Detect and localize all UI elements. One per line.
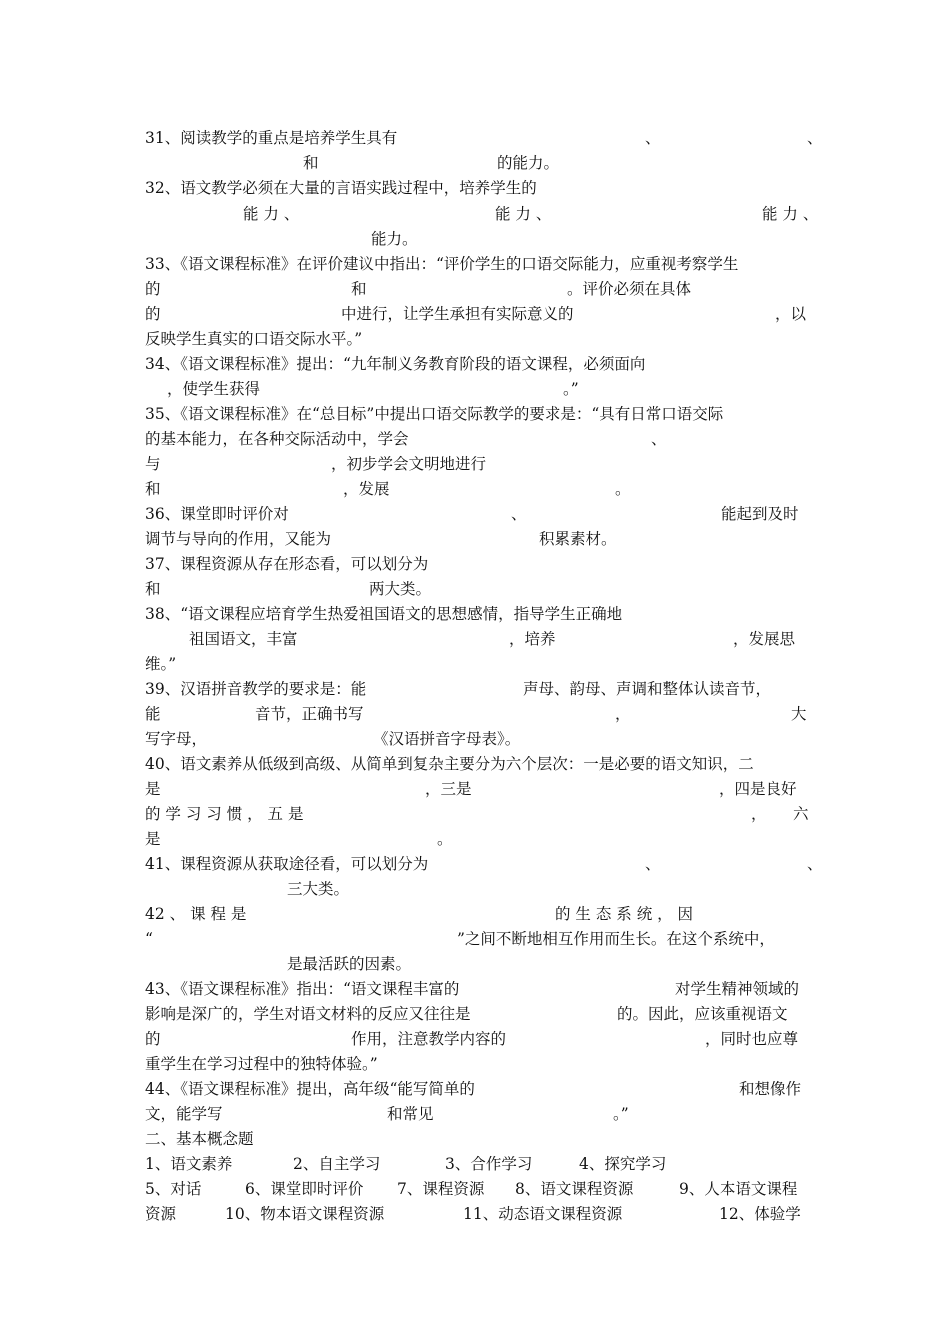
text-segment: 、 xyxy=(511,505,527,523)
text-line xyxy=(145,301,810,327)
text-segment: 的 学 习 习 惯 ， 五 是 xyxy=(145,805,304,823)
text-segment: ，同时也应尊 xyxy=(705,1030,799,1048)
text-segment: 、 xyxy=(645,129,661,147)
text-line xyxy=(145,851,823,877)
text-segment: ，发展思 xyxy=(733,630,796,648)
text-line xyxy=(145,326,810,352)
text-line xyxy=(145,976,810,1002)
text-line xyxy=(145,376,810,402)
text-segment: 资源 xyxy=(145,1205,177,1223)
text-segment: 是 xyxy=(145,830,161,848)
text-line xyxy=(145,1176,810,1202)
text-segment: 7、课程资源 xyxy=(397,1180,485,1198)
text-segment: 是 xyxy=(145,780,161,798)
text-line xyxy=(145,576,810,602)
text-segment: ”之间不断地相互作用而生长。在这个系统中， xyxy=(457,930,775,948)
text-segment: 《汉语拼音字母表》。 xyxy=(373,730,521,748)
text-segment: 中进行，让学生承担有实际意义的 xyxy=(341,305,574,323)
text-segment: ，四是良好 xyxy=(719,780,797,798)
text-segment: 大 xyxy=(791,705,807,723)
text-segment: 44、《语文课程标准》提出，高年级“能写简单的 xyxy=(145,1080,475,1098)
text-line xyxy=(145,726,810,752)
text-segment: 39、汉语拼音教学的要求是：能 xyxy=(145,680,367,698)
text-segment: 43、《语文课程标准》指出：“语文课程丰富的 xyxy=(145,980,460,998)
text-segment: 。 xyxy=(437,830,453,848)
text-segment: 4、探究学习 xyxy=(579,1155,667,1173)
text-line xyxy=(145,601,810,627)
text-line xyxy=(145,351,810,377)
text-segment: ， xyxy=(615,705,631,723)
text-segment: 42 、 课 程 是 xyxy=(145,905,247,923)
text-segment: 、 xyxy=(807,855,823,873)
text-segment: 音节，正确书写 xyxy=(255,705,364,723)
text-segment: 能 力 、 xyxy=(243,205,300,223)
text-segment: 的 xyxy=(145,305,161,323)
text-line xyxy=(145,501,810,527)
text-segment: 和想像作 xyxy=(739,1080,802,1098)
text-segment: 两大类。 xyxy=(369,580,432,598)
text-line xyxy=(145,876,810,902)
text-segment: 34、《语文课程标准》提出：“九年制义务教育阶段的语文课程，必须面向 xyxy=(145,355,646,373)
text-segment: “ xyxy=(145,930,153,948)
text-segment: 影响是深广的，学生对语文材料的反应又往往是 xyxy=(145,1005,471,1023)
text-line xyxy=(145,1151,810,1177)
text-line xyxy=(145,526,810,552)
text-segment: 、 xyxy=(651,430,667,448)
text-line xyxy=(145,1051,810,1077)
text-segment: 10、物本语文课程资源 xyxy=(225,1205,385,1223)
text-segment: ，发展 xyxy=(343,480,390,498)
text-line xyxy=(145,926,810,952)
text-line xyxy=(145,1101,810,1127)
text-line xyxy=(145,901,810,927)
text-segment: 、 xyxy=(807,129,823,147)
text-segment: 是最活跃的因素。 xyxy=(287,955,412,973)
text-segment: 对学生精神领域的 xyxy=(675,980,800,998)
text-line xyxy=(145,401,810,427)
text-line xyxy=(145,626,810,652)
text-segment: 40、语文素养从低级到高级、从简单到复杂主要分为六个层次：一是必要的语文知识，二 xyxy=(145,755,754,773)
text-segment: 文，能学写 xyxy=(145,1105,223,1123)
text-segment: 的 xyxy=(145,280,161,298)
text-line xyxy=(145,201,819,227)
text-segment: 和 xyxy=(351,280,367,298)
text-segment: 。 xyxy=(615,480,631,498)
text-segment: 36、课堂即时评价对 xyxy=(145,505,289,523)
text-segment: 二、基本概念题 xyxy=(145,1130,254,1148)
text-segment: 33、《语文课程标准》在评价建议中指出：“评价学生的口语交际能力，应重视考察学生 xyxy=(145,255,739,273)
text-segment: 三大类。 xyxy=(287,880,350,898)
text-segment: 41、课程资源从获取途径看，可以划分为 xyxy=(145,855,429,873)
text-segment: 的基本能力，在各种交际活动中，学会 xyxy=(145,430,409,448)
text-line xyxy=(145,951,810,977)
text-segment: 35、《语文课程标准》在“总目标”中提出口语交际教学的要求是：“具有日常口语交际 xyxy=(145,405,724,423)
text-segment: ，使学生获得 xyxy=(167,380,261,398)
text-segment: 9、人本语文课程 xyxy=(679,1180,798,1198)
text-line xyxy=(145,426,810,452)
text-segment: 的。因此，应该重视语文 xyxy=(617,1005,788,1023)
text-segment: 声母、韵母、声调和整体认读音节， xyxy=(523,680,772,698)
text-line xyxy=(145,1076,810,1102)
text-line xyxy=(145,651,810,677)
text-segment: 与 xyxy=(145,455,161,473)
text-line xyxy=(145,125,823,151)
text-segment: 的能力。 xyxy=(497,154,560,172)
text-segment: 写字母， xyxy=(145,730,208,748)
text-segment: 11、动态语文课程资源 xyxy=(463,1205,623,1223)
text-line xyxy=(145,175,810,201)
text-segment: 1、语文素养 xyxy=(145,1155,233,1173)
text-segment: 、 xyxy=(645,855,661,873)
text-segment: 积累素材。 xyxy=(539,530,617,548)
text-line xyxy=(145,476,810,502)
text-line xyxy=(145,226,810,252)
text-segment: 重学生在学习过程中的独特体验。” xyxy=(145,1055,378,1073)
text-segment: 和 xyxy=(145,580,161,598)
text-segment: 的 生 态 系 统 ， 因 xyxy=(555,905,694,923)
text-segment: ，培养 xyxy=(509,630,556,648)
text-segment: 能 xyxy=(145,705,161,723)
text-segment: 能 力 、 xyxy=(762,205,819,223)
text-line xyxy=(145,701,810,727)
text-line xyxy=(145,751,810,777)
text-segment: 。” xyxy=(563,380,579,398)
text-segment: 能力。 xyxy=(371,230,418,248)
text-segment: 5、对话 xyxy=(145,1180,202,1198)
text-segment: 和常见 xyxy=(387,1105,434,1123)
text-line xyxy=(145,1001,810,1027)
text-segment: 3、合作学习 xyxy=(445,1155,533,1173)
text-segment: 31、阅读教学的重点是培养学生具有 xyxy=(145,129,398,147)
text-segment: 祖国语文，丰富 xyxy=(189,630,298,648)
text-segment: 8、语文课程资源 xyxy=(515,1180,634,1198)
text-segment: 调节与导向的作用，又能为 xyxy=(145,530,332,548)
text-segment: 37、课程资源从存在形态看，可以划分为 xyxy=(145,555,429,573)
text-segment: 反映学生真实的口语交际水平。” xyxy=(145,330,363,348)
text-segment: 和 xyxy=(145,480,161,498)
text-segment: 2、自主学习 xyxy=(293,1155,381,1173)
text-segment: ， xyxy=(751,805,767,823)
text-line xyxy=(145,150,810,176)
text-segment: 6、课堂即时评价 xyxy=(245,1180,364,1198)
text-line xyxy=(145,801,810,827)
text-line xyxy=(145,826,810,852)
text-line xyxy=(145,251,810,277)
text-segment: 能 力 、 xyxy=(495,205,552,223)
text-segment: 维。” xyxy=(145,655,177,673)
text-segment: ，初步学会文明地进行 xyxy=(331,455,487,473)
text-segment: 的 xyxy=(145,1030,161,1048)
text-line xyxy=(145,676,810,702)
text-line xyxy=(145,776,810,802)
text-line xyxy=(145,451,810,477)
text-line xyxy=(145,276,810,302)
text-segment: 作用，注意教学内容的 xyxy=(351,1030,507,1048)
text-line xyxy=(145,1026,810,1052)
text-segment: ，以 xyxy=(775,305,807,323)
text-segment: 。评价必须在具体 xyxy=(567,280,692,298)
text-segment: 。” xyxy=(613,1105,629,1123)
text-segment: 38、“语文课程应培育学生热爱祖国语文的思想感情，指导学生正确地 xyxy=(145,605,623,623)
text-line xyxy=(145,1201,810,1227)
text-segment: 能起到及时 xyxy=(721,505,799,523)
text-line xyxy=(145,551,810,577)
text-segment: 32、语文教学必须在大量的言语实践过程中，培养学生的 xyxy=(145,179,537,197)
text-segment: 六 xyxy=(793,805,809,823)
text-segment: 和 xyxy=(303,154,319,172)
text-segment: ，三是 xyxy=(425,780,472,798)
text-line xyxy=(145,1126,810,1152)
text-segment: 12、体验学 xyxy=(719,1205,801,1223)
